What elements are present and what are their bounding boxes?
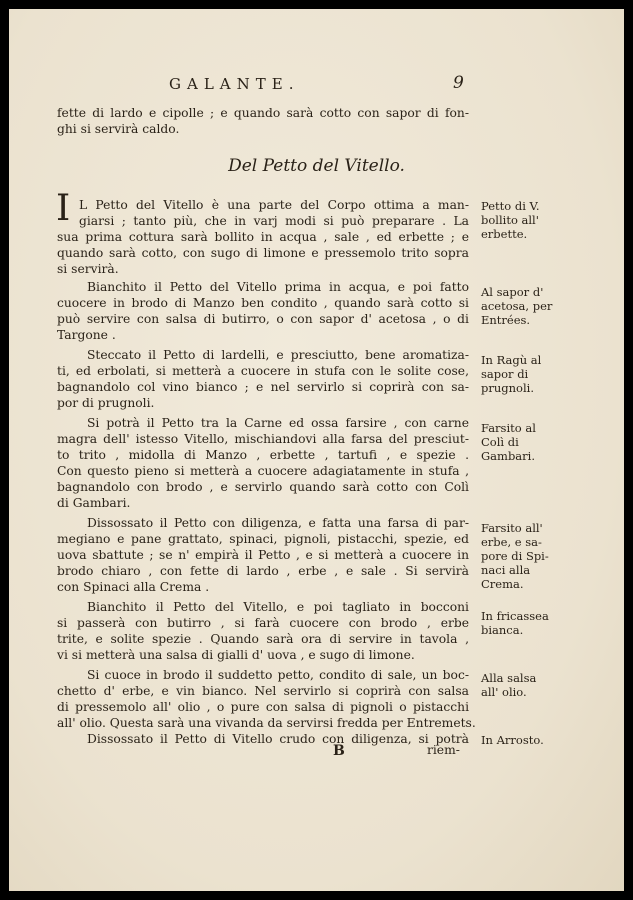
margin-note-line: Gambari. <box>481 449 535 463</box>
text-line: magra dell' istesso Vitello, mischiandovi alla farsa del presciut- <box>57 432 469 446</box>
text-line: Si cuoce in brodo il suddetto petto, condito di sale, un boc- <box>87 668 469 682</box>
running-title: GALANTE. <box>169 75 300 93</box>
margin-note-line: Farsito all' <box>481 521 543 535</box>
page-header <box>9 75 624 95</box>
catchword: riem- <box>427 743 460 757</box>
margin-note-line: prugnoli. <box>481 381 534 395</box>
text-line: Dissossato il Petto di Vitello crudo con diligenza, si potrà <box>87 732 469 746</box>
margin-note-line: Petto di V. <box>481 199 540 213</box>
text-line: ghi si servirà caldo. <box>57 122 180 136</box>
margin-note <box>481 609 563 637</box>
page-number: 9 <box>453 73 464 93</box>
margin-note-line: Entrées. <box>481 313 531 327</box>
margin-note-line: Farsito al <box>481 421 536 435</box>
text-line: all' olio. Questa sarà una vivanda da servirsi fredda per Entremets. <box>57 716 476 730</box>
margin-note-line: In fricassea <box>481 609 549 623</box>
text-line: sua prima cottura sarà bollito in acqua , sale , ed erbette ; e <box>57 230 469 244</box>
book-page <box>9 9 624 891</box>
margin-note-line: all' olio. <box>481 685 527 699</box>
text-line: Bianchito il Petto del Vitello prima in acqua, e poi fatto <box>87 280 469 294</box>
text-line: Bianchito il Petto del Vitello, e poi tagliato in bocconi <box>87 600 469 614</box>
section-title: Del Petto del Vitello. <box>228 156 405 176</box>
margin-note-line: In Ragù al <box>481 353 542 367</box>
text-line: Dissossato il Petto con diligenza, e fatta una farsa di par- <box>87 516 469 530</box>
drop-cap: I <box>56 188 71 229</box>
margin-note-line: sapor di <box>481 367 529 381</box>
margin-note-line: acetosa, per <box>481 299 553 313</box>
text-line: quando sarà cotto, con sugo di limone e pressemolo trito sopra <box>57 246 469 260</box>
text-line: con Spinaci alla Crema . <box>57 580 210 594</box>
text-line: Steccato il Petto di lardelli, e presciutto, bene aromatiza- <box>87 348 469 362</box>
text-line: chetto d' erbe, e vin bianco. Nel servirlo si coprirà con salsa <box>57 684 469 698</box>
margin-note-line: In Arrosto. <box>481 733 544 747</box>
text-line: uova sbattute ; se n' empirà il Petto , e si metterà a cuocere in <box>57 548 469 562</box>
margin-note-line: Alla salsa <box>481 671 537 685</box>
margin-note-line: Colì di <box>481 435 519 449</box>
text-line: cuocere in brodo di Manzo ben condito , quando sarà cotto si <box>57 296 469 310</box>
text-line: fette di lardo e cipolle ; e quando sarà cotto con sapor di fon- <box>57 106 469 120</box>
text-line: megiano e pane grattato, spinaci, pignoli, pistacchi, spezie, ed <box>57 532 469 546</box>
text-line: può servire con salsa di butirro, o con sapor d' acetosa , o di <box>57 312 469 326</box>
text-line: giarsi ; tanto più, che in varj modi si può preparare . La <box>79 214 469 228</box>
margin-note-line: naci alla <box>481 563 531 577</box>
margin-note <box>481 285 563 327</box>
margin-note <box>481 353 563 395</box>
margin-note-line: erbette. <box>481 227 528 241</box>
margin-note-line: pore di Spi- <box>481 549 549 563</box>
margin-note-line: erbe, e sa- <box>481 535 542 549</box>
margin-note <box>481 421 563 463</box>
signature-mark: B <box>333 743 345 759</box>
text-line: trite, e solite spezie . Quando sarà ora di servire in tavola , <box>57 632 469 646</box>
margin-note <box>481 671 563 699</box>
text-line: bagnandolo con brodo , e servirlo quando sarà cotto con Colì <box>57 480 469 494</box>
margin-note <box>481 733 563 747</box>
margin-note-line: Crema. <box>481 577 524 591</box>
text-line: Si potrà il Petto tra la Carne ed ossa farsire , con carne <box>87 416 469 430</box>
margin-note <box>481 199 563 241</box>
text-line: di Gambari. <box>57 496 131 510</box>
text-line: di pressemolo all' olio , o pure con salsa di pignoli o pistacchi <box>57 700 469 714</box>
text-line: ti, ed erbolati, si metterà a cuocere in stufa con le solite cose, <box>57 364 469 378</box>
margin-note-line: bianca. <box>481 623 524 637</box>
text-line: Targone . <box>57 328 116 342</box>
page-frame <box>9 9 624 891</box>
text-line: por di prugnoli. <box>57 396 155 410</box>
text-line: bagnandolo col vino bianco ; e nel servirlo si coprirà con sa- <box>57 380 469 394</box>
text-line: L Petto del Vitello è una parte del Corpo ottima a man- <box>79 198 469 212</box>
text-line: Con questo pieno si metterà a cuocere adagiatamente in stufa , <box>57 464 469 478</box>
margin-note <box>481 521 563 591</box>
text-line: to trito , midolla di Manzo , erbette , tartufi , e spezie . <box>57 448 469 462</box>
text-line: brodo chiaro , con fette di lardo , erbe , e sale . Si servirà <box>57 564 469 578</box>
text-line: vi si metterà una salsa di gialli d' uova , e sugo di limone. <box>57 648 415 662</box>
margin-note-line: Al sapor d' <box>481 285 544 299</box>
margin-note-line: bollito all' <box>481 213 539 227</box>
text-line: si passerà con butirro , si farà cuocere con brodo , erbe <box>57 616 469 630</box>
text-line: si servirà. <box>57 262 119 276</box>
